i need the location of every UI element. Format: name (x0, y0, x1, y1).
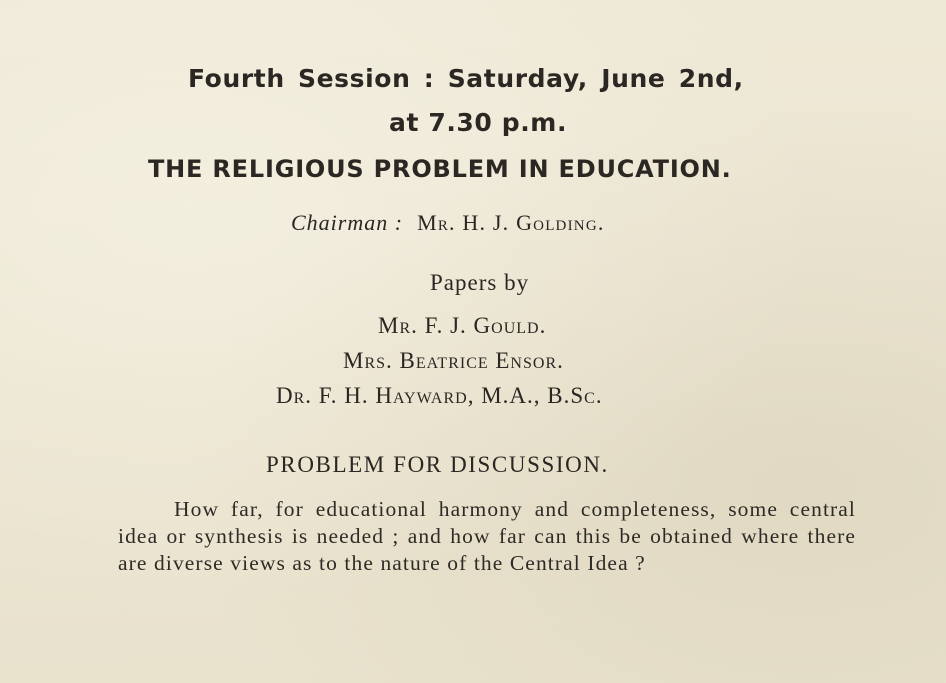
problem-heading: PROBLEM FOR DISCUSSION. (266, 452, 609, 477)
session-theme: THE RELIGIOUS PROBLEM IN EDUCATION. (148, 155, 732, 183)
session-time: at 7.30 p.m. (389, 108, 568, 137)
problem-text: How far, for educational harmony and completeness, some central idea or synthesis is needed ; and how far can this be obtained where there are diverse views as to the nature of the Central Idea ? (118, 497, 856, 575)
paper-author: Dr. F. H. Hayward, M.A., B.Sc. (276, 383, 603, 408)
chairman-line (291, 210, 605, 236)
session-title: Fourth Session : Saturday, June 2nd, (188, 64, 744, 93)
chairman-name: Mr. H. J. Golding. (417, 210, 605, 235)
chairman-label: Chairman : (291, 210, 404, 235)
papers-heading: Papers by (430, 270, 530, 295)
paper-author: Mrs. Beatrice Ensor. (343, 348, 564, 373)
paper-author: Mr. F. J. Gould. (378, 313, 547, 338)
